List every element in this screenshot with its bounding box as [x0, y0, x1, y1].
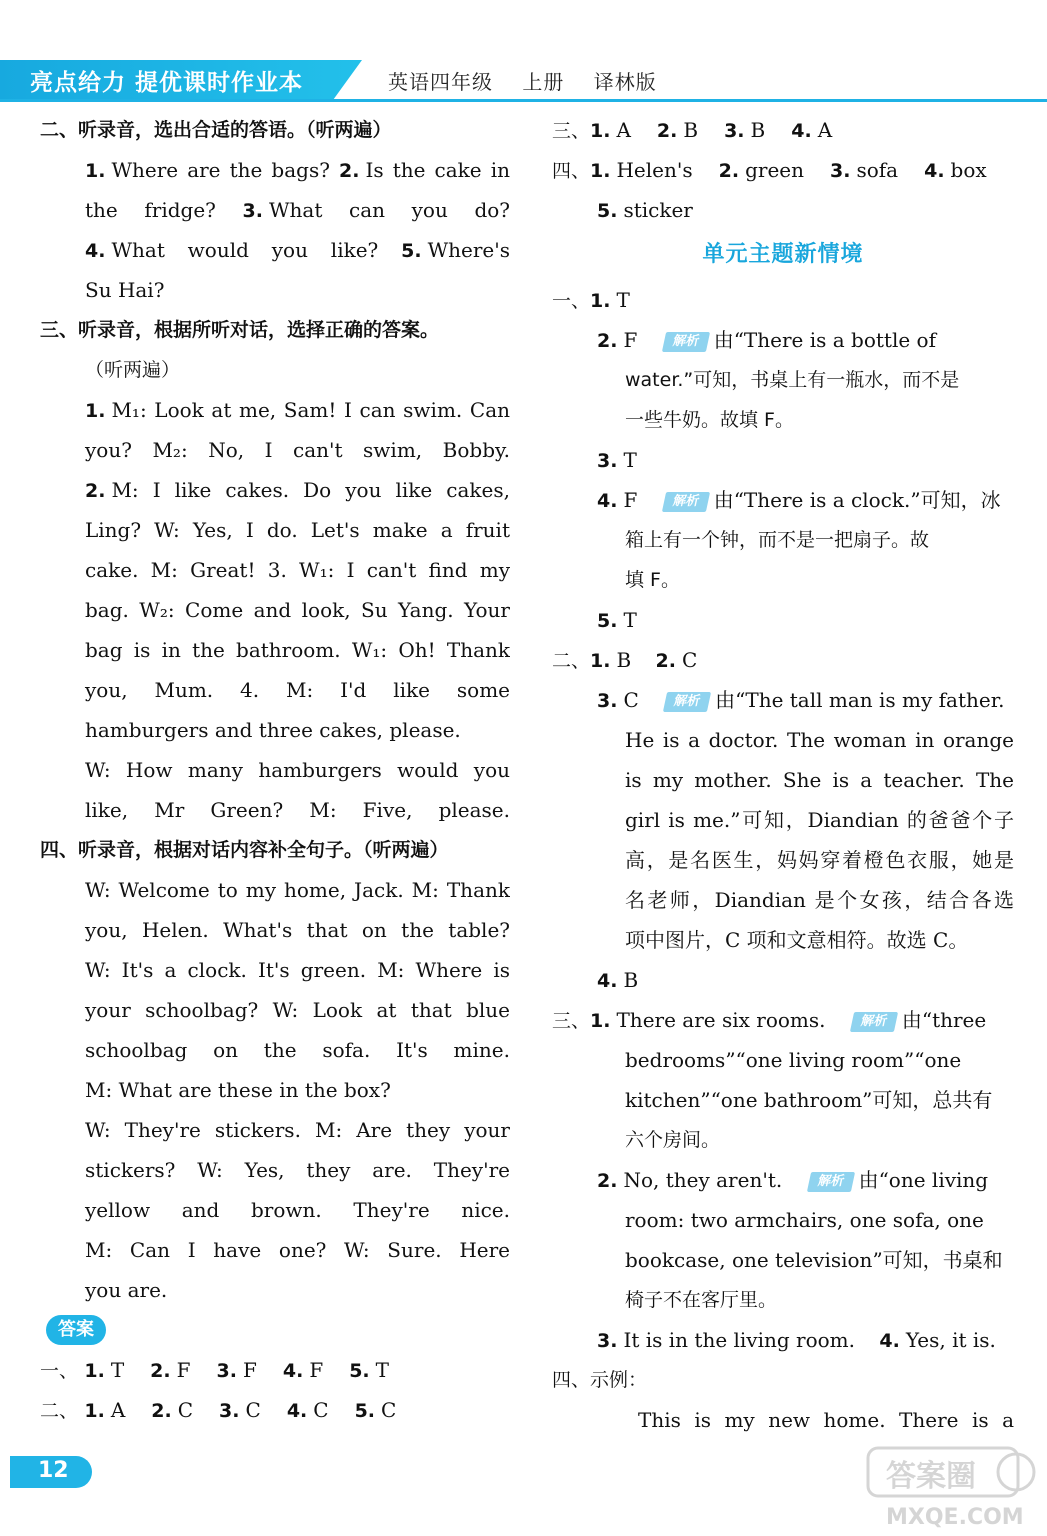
answer-value: F — [242, 1358, 257, 1382]
answer-item — [724, 118, 765, 142]
answer-value: T — [375, 1358, 389, 1382]
section-2-line: 1. Where are the bags? 2. Is the cake in — [85, 158, 510, 182]
part-2-item-1: 二、1. B 2. C — [552, 648, 698, 672]
transcript-line — [40, 710, 510, 750]
answer-item — [791, 118, 832, 142]
answer-number: 4. — [286, 1400, 308, 1422]
section-3-transcript — [40, 390, 510, 830]
part-2-item-3: 3. C 解析 由“The tall man is my father. — [597, 688, 1005, 712]
section-4-transcript — [40, 870, 510, 1310]
answer-badge: 答案 — [46, 1315, 106, 1345]
transcript-line — [40, 750, 510, 790]
answer-value: sofa — [856, 158, 899, 182]
part-1-item-4: 4. F 解析 由“There is a clock.”可知，冰 — [597, 488, 1001, 512]
answer-number: 2. — [150, 1360, 171, 1382]
explanation-tag: 解析 — [806, 1172, 854, 1192]
answer-number: 5. — [349, 1360, 370, 1382]
explanation-line: 项中图片，C 项和文意相符。故选 C。 — [625, 928, 969, 952]
section-3-title: 三、听录音，根据所听对话，选择正确的答案。 — [40, 319, 440, 341]
answer-value: box — [950, 158, 987, 182]
page-number: 12 — [38, 1458, 69, 1483]
answer-value: C — [381, 1398, 397, 1422]
section-4-title: 四、听录音，根据对话内容补全句子。（听两遍） — [40, 839, 449, 861]
section-2-line: 4. What would you like? 5. Where's — [85, 238, 510, 262]
transcript-text: M: I like cakes. Do you like cakes, — [111, 478, 510, 502]
part-1-item-2: 2. F 解析 由“There is a bottle of — [597, 328, 936, 352]
answer-item — [287, 1398, 329, 1422]
part-3-item-3: 3. It is in the living room. 4. Yes, it is. — [597, 1328, 996, 1352]
part-1-item-2-line: water.”可知，书桌上有一瓶水，而不是 — [625, 369, 960, 391]
section-3-title-cont: （听两遍） — [85, 359, 181, 381]
subject-volume: 上册 — [522, 70, 565, 94]
transcript-text: Ling? W: Yes, I do. Let's make a fruit — [85, 518, 510, 542]
section-2-line: the fridge? 3. What can you do? — [85, 198, 510, 222]
transcript-line — [40, 510, 510, 550]
part-3-item-1-line: bedrooms”“one living room”“one — [625, 1048, 962, 1072]
transcript-text: M₁: Look at me, Sam! I can swim. Can — [111, 398, 510, 422]
transcript-line: you are. — [85, 1278, 168, 1302]
answer-badge-row — [40, 1310, 510, 1350]
transcript-line: W: They're stickers. M: Are they your — [85, 1118, 510, 1142]
answer-value: A — [817, 118, 833, 142]
part-3-item-2-line: room: two armchairs, one sofa, one — [625, 1208, 984, 1232]
part-3-item-2-line: bookcase, one television”可知，书桌和 — [625, 1248, 1003, 1272]
answer-number: 1. — [590, 160, 611, 182]
answer-item — [151, 1398, 193, 1422]
answer-row-4-item-5: 5. sticker — [597, 198, 693, 222]
part-1-item-4-line: 填 F。 — [625, 569, 680, 591]
transcript-text: like, Mr Green? M: Five, please. — [85, 798, 510, 822]
item-number: 2. — [85, 480, 106, 502]
answer-value: T — [110, 1358, 125, 1382]
transcript-line — [40, 590, 510, 630]
transcript-line: M: What are these in the box? — [85, 1078, 391, 1102]
subject-edition: 译林版 — [593, 70, 657, 94]
answer-value: B — [750, 118, 766, 142]
transcript-line — [40, 630, 510, 670]
transcript-text: cake. M: Great! 3. W₁: I can't find my — [85, 558, 510, 582]
answer-value: A — [616, 118, 631, 142]
answer-item — [349, 1358, 389, 1382]
explanation-line: is my mother. She is a teacher. The — [625, 768, 1014, 792]
part-2-explanation — [552, 720, 1014, 960]
part-2-item-4: 4. B — [597, 968, 639, 992]
answer-item — [719, 158, 804, 182]
transcript-line: schoolbag on the sofa. It's mine. — [85, 1038, 510, 1062]
part-3-item-2-line: 椅子不在客厅里。 — [625, 1289, 778, 1311]
section-2-title: 二、听录音，选出合适的答语。（听两遍） — [40, 119, 392, 141]
answer-value: C — [313, 1398, 329, 1422]
answer-number: 3. — [219, 1400, 240, 1422]
part-3-item-1-line: kitchen”“one bathroom”可知，总共有 — [625, 1088, 993, 1112]
part-4-title: 四、示例： — [552, 1369, 648, 1391]
svg-text:MXQE.COM: MXQE.COM — [886, 1505, 1024, 1530]
answer-row-4: 四、1. Helen's 2. green 3. sofa 4. box — [552, 158, 987, 182]
transcript-line: W: Welcome to my home, Jack. M: Thank — [85, 878, 510, 902]
answer-value: B — [683, 118, 699, 142]
transcript-line — [40, 470, 510, 510]
explanation-tag: 解析 — [662, 332, 710, 352]
part-1-item-5: 5. T — [597, 608, 637, 632]
answer-number: 3. — [216, 1360, 237, 1382]
answer-item — [283, 1358, 323, 1382]
transcript-line: your schoolbag? W: Look at that blue — [85, 998, 510, 1022]
transcript-text: you? M₂: No, I can't swim, Bobby. — [85, 438, 510, 462]
subject-grade: 英语四年级 — [388, 70, 493, 94]
answer-number: 4. — [791, 120, 812, 142]
answer-item — [657, 118, 698, 142]
answer-item — [590, 158, 693, 182]
section-2-line: Su Hai? — [85, 278, 165, 302]
answer-row-1: 一、 1. T 2. F 3. F 4. F 5. T — [40, 1358, 389, 1382]
answer-item — [355, 1398, 397, 1422]
answer-number: 1. — [84, 1360, 105, 1382]
answer-item — [217, 1358, 257, 1382]
answer-item — [150, 1358, 190, 1382]
part-1-item-4-line: 箱上有一个钟，而不是一把扇子。故 — [625, 529, 930, 551]
explanation-tag: 解析 — [663, 692, 711, 712]
answer-number: 2. — [718, 160, 740, 182]
answer-number: 3. — [724, 120, 745, 142]
answer-item — [924, 158, 987, 182]
part-3-item-1: 三、1. There are six rooms. 解析 由“three — [552, 1008, 987, 1032]
answer-item — [219, 1398, 261, 1422]
explanation-tag: 解析 — [662, 492, 710, 512]
answer-value: A — [110, 1398, 126, 1422]
answer-number: 5. — [354, 1400, 376, 1422]
part-1-item-3: 3. T — [597, 448, 637, 472]
transcript-line — [40, 670, 510, 710]
explanation-line: 高，是名医生，妈妈穿着橙色衣服，她是 — [625, 848, 1014, 872]
item-number: 1. — [85, 400, 106, 422]
part-3-item-1-line: 六个房间。 — [625, 1129, 721, 1151]
transcript-line — [40, 550, 510, 590]
svg-text:答案圈: 答案圈 — [886, 1459, 976, 1494]
answer-number: 3. — [830, 160, 851, 182]
answer-item — [84, 1398, 125, 1422]
answer-number: 4. — [282, 1360, 304, 1382]
transcript-text: W: How many hamburgers would you — [85, 758, 510, 782]
answer-item — [590, 118, 631, 142]
answer-value: F — [176, 1358, 191, 1382]
transcript-line: yellow and brown. They're nice. — [85, 1198, 510, 1222]
answer-item — [830, 158, 898, 182]
answer-number: 1. — [590, 120, 611, 142]
subject-title — [388, 66, 679, 95]
header-rule — [0, 99, 1047, 102]
answer-value: F — [309, 1358, 324, 1382]
explanation-line: 名老师，Diandian 是个女孩，结合各选 — [625, 888, 1014, 912]
answer-number: 2. — [151, 1400, 172, 1422]
answer-value: C — [177, 1398, 194, 1422]
transcript-line: you, Helen. What's that on the table? — [85, 918, 510, 942]
transcript-line: W: It's a clock. It's green. M: Where is — [85, 958, 510, 982]
transcript-line — [40, 430, 510, 470]
answer-number: 4. — [924, 160, 945, 182]
answer-row-3: 三、1. A 2. B 3. B 4. A — [552, 118, 833, 142]
watermark-logo — [866, 1444, 1036, 1530]
answer-value: green — [745, 158, 804, 182]
answer-number: 1. — [84, 1400, 105, 1422]
explanation-tag: 解析 — [850, 1012, 898, 1032]
answer-value: C — [245, 1398, 261, 1422]
transcript-text: bag is in the bathroom. W₁: Oh! Thank — [85, 638, 510, 662]
explanation-line: girl is me.”可知，Diandian 的爸爸个子 — [625, 808, 1014, 832]
transcript-line: M: Can I have one? W: Sure. Here — [85, 1238, 510, 1262]
right-column — [552, 110, 1014, 1440]
part-4-sample-line: This is my new home. There is a — [638, 1408, 1014, 1432]
part-1-item-2-line: 一些牛奶。故填 F。 — [625, 409, 794, 431]
explanation-line: He is a doctor. The woman in orange — [625, 728, 1014, 752]
answer-value: Helen's — [616, 158, 693, 182]
transcript-line — [40, 390, 510, 430]
part-1-item-1: 一、1. T — [552, 288, 630, 312]
transcript-text: you, Mum. 4. M: I'd like some — [85, 678, 510, 702]
answer-number: 2. — [656, 120, 678, 142]
transcript-line: stickers? W: Yes, they are. They're — [85, 1158, 510, 1182]
transcript-line — [40, 790, 510, 830]
part-3-item-2: 2. No, they aren't. 解析 由“one living — [597, 1168, 989, 1192]
answer-item — [84, 1358, 124, 1382]
transcript-text: bag. W₂: Come and look, Su Yang. Your — [85, 598, 510, 622]
brand-title: 亮点给力 提优课时作业本 — [30, 70, 304, 96]
transcript-text: hamburgers and three cakes, please. — [85, 718, 461, 742]
unit-theme-title: 单元主题新情境 — [702, 242, 864, 267]
left-column — [40, 110, 510, 1430]
answer-row-2: 二、 1. A 2. C 3. C 4. C 5. C — [40, 1398, 397, 1422]
